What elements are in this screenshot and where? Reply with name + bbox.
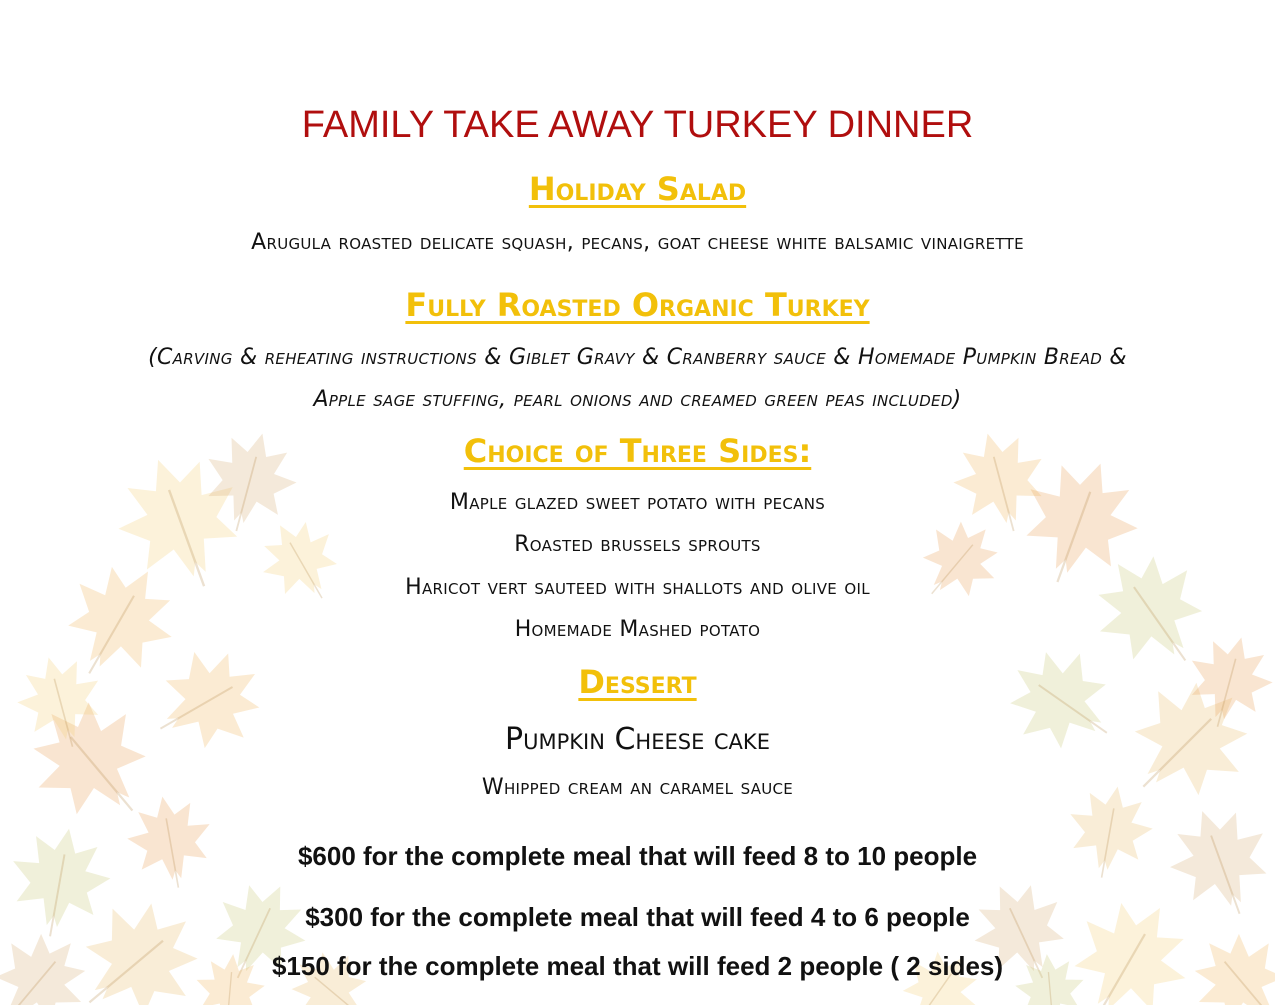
side-item: Homemade Mashed potato (514, 617, 761, 642)
side-item: Haricot vert sauteed with shallots and olive oil (405, 575, 870, 600)
heading-sides: Choice of Three Sides: (463, 432, 812, 470)
heading-turkey: Fully Roasted Organic Turkey (405, 286, 870, 324)
dessert-description: Whipped cream an caramel sauce (481, 775, 794, 800)
salad-description: Arugula roasted delicate squash, pecans, goat cheese white balsamic vinaigrette (251, 230, 1024, 255)
price-line: $150 for the complete meal that will feed 2 people ( 2 sides) (271, 951, 1004, 981)
heading-holiday-salad: Holiday Salad (528, 170, 747, 208)
heading-dessert: Dessert (578, 663, 697, 701)
side-item: Roasted brussels sprouts (514, 532, 761, 557)
turkey-note-line-2: Apple sage stuffing, pearl onions and creamed green peas included) (313, 387, 962, 412)
turkey-note-line-1: (Carving & reheating instructions & Giblet Gravy & Cranberry sauce & Homemade Pumpkin Bread & (148, 345, 1127, 370)
price-line: $300 for the complete meal that will feed 4 to 6 people (305, 902, 970, 932)
dessert-item: Pumpkin Cheese cake (505, 722, 770, 757)
menu-title: FAMILY TAKE AWAY TURKEY DINNER (301, 104, 974, 146)
side-item: Maple glazed sweet potato with pecans (449, 490, 826, 515)
price-line: $600 for the complete meal that will feed 8 to 10 people (297, 841, 978, 871)
